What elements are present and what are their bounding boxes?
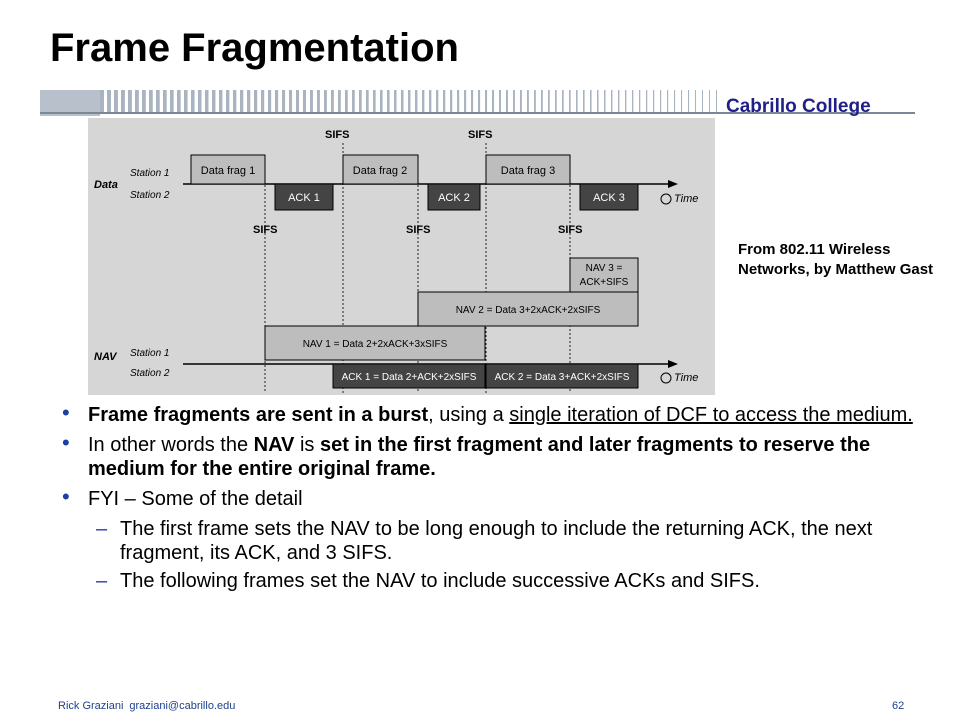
nav-2-label: NAV 2 = Data 3+2xACK+2xSIFS [455,305,601,316]
nav-section-label: NAV [94,351,117,363]
nav-time-label: Time [674,372,699,384]
ack-1-label: ACK 1 [288,192,320,204]
data-station1-label: Station 1 [130,168,170,179]
ack-2-label: ACK 2 [438,192,470,204]
sifs-label-bottom-2: SIFS [406,224,431,236]
bullet-3-text: FYI – Some of the detail [88,488,303,510]
dash-icon: – [96,518,108,540]
bullet-1 [62,400,922,427]
bullet-1-bold: Frame fragments are sent in a burst [88,404,429,426]
nav-1-label: NAV 1 = Data 2+2xACK+3xSIFS [302,339,448,350]
bullet-list [62,400,922,597]
sifs-label-bottom-1: SIFS [253,224,278,236]
bullet-2-a: In other words the [88,434,254,456]
footer-email: graziani@cabrillo.edu [129,700,236,712]
college-name: Cabrillo College [726,96,871,117]
bullet-1-mid: , using a [428,404,510,426]
dash-icon: – [96,570,108,592]
sifs-label-bottom-3: SIFS [558,224,583,236]
sub-bullet-1-text: The first frame sets the NAV to be long enough to include the returning ACK, the next fragment, its ACK, and 3 SIFS. [120,518,873,564]
sub-bullet-2 [62,569,922,593]
figure-credit: From 802.11 Wireless Networks, by Matthew Gast [738,241,934,278]
data-frag-2-label: Data frag 2 [352,165,408,177]
ack-1-nav-label: ACK 1 = Data 2+ACK+2xSIFS [341,372,477,383]
nav-3-line1: NAV 3 = [585,263,623,274]
sub-bullet-1 [62,517,922,565]
nav-station1-label: Station 1 [130,348,170,359]
bullet-dot-icon: • [62,400,70,425]
ack-3-label: ACK 3 [593,192,625,204]
footer-author [58,700,235,712]
bullet-2 [62,430,922,481]
ack-2-nav-label: ACK 2 = Data 3+ACK+2xSIFS [494,372,630,383]
bullet-2-nav: NAV [253,434,295,456]
data-section-label: Data [94,179,118,191]
sub-bullet-2-text: The following frames set the NAV to include successive ACKs and SIFS. [120,570,760,592]
data-station2-label: Station 2 [130,190,170,201]
bullet-3 [62,484,922,511]
bullet-dot-icon: • [62,484,70,509]
bullet-1-underline: single iteration of DCF to access the medium. [509,404,913,426]
page-number: 62 [892,700,905,712]
nav-3-line2: ACK+SIFS [579,277,629,288]
footer-author-name: Rick Graziani [58,700,124,712]
bullet-2-b: is [294,434,320,456]
sifs-label-top-2: SIFS [468,129,493,141]
sifs-label-top-1: SIFS [325,129,350,141]
slide-title: Frame Fragmentation [50,26,459,70]
nav-station2-label: Station 2 [130,368,170,379]
data-frag-3-label: Data frag 3 [500,165,556,177]
data-frag-1-label: Data frag 1 [200,165,256,177]
bullet-dot-icon: • [62,430,70,455]
data-time-label: Time [674,193,699,205]
bullet-2-bold: set in the first fragment and later fragments to reserve the medium for the entire original frame. [88,434,871,480]
fragmentation-figure [88,118,715,395]
